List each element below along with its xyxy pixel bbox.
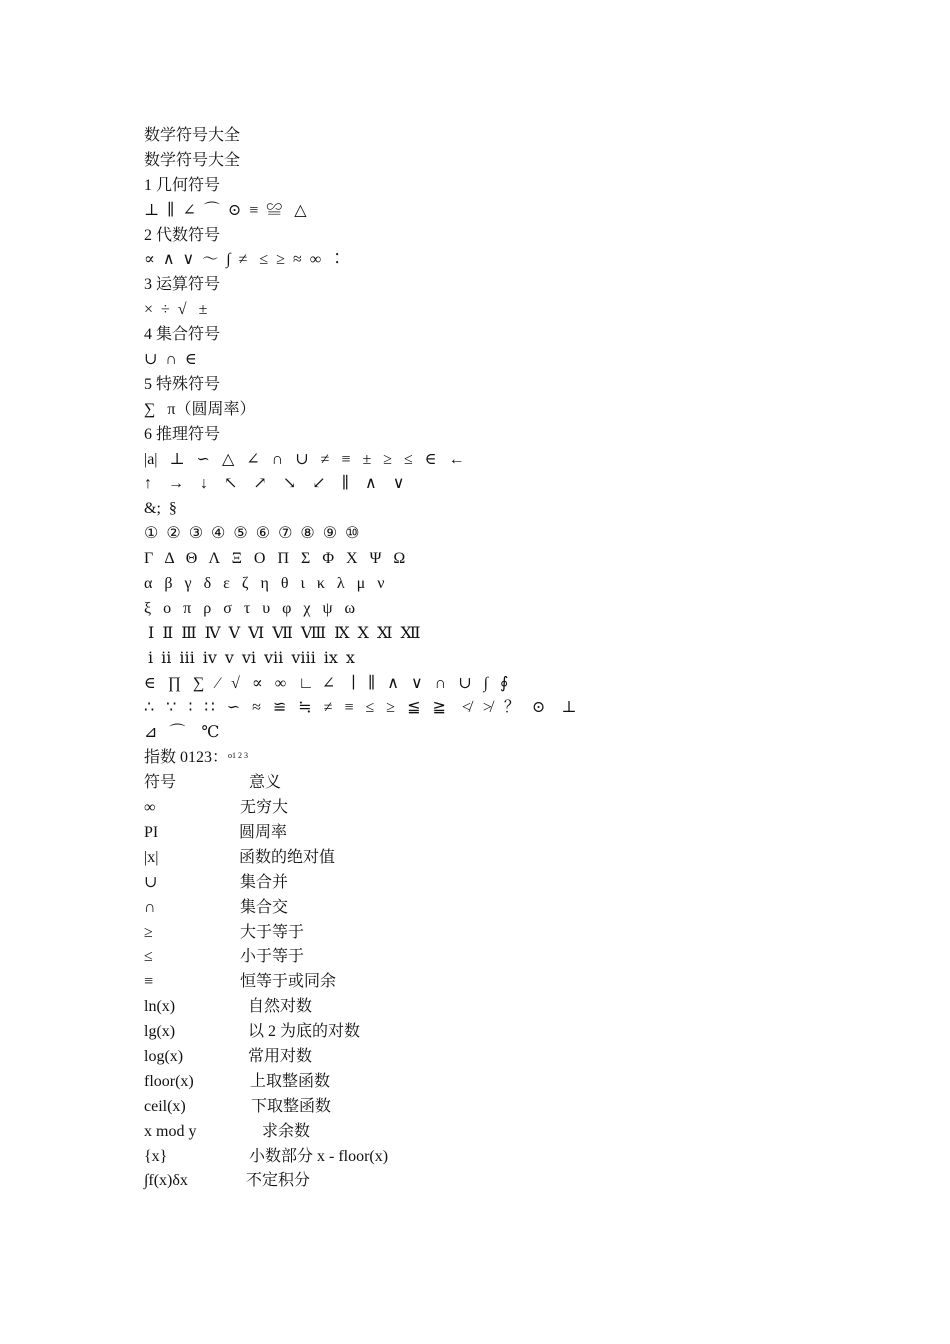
table-cell-meaning: 不定积分 bbox=[246, 1172, 311, 1190]
table-cell-symbol: PI bbox=[144, 823, 159, 841]
table-cell-meaning: 求余数 bbox=[262, 1122, 311, 1140]
table-cell-symbol: x mod y bbox=[144, 1122, 197, 1140]
document-subtitle: 数学符号大全 bbox=[144, 151, 241, 169]
document-page bbox=[144, 124, 844, 1194]
table-row bbox=[144, 796, 844, 821]
table-cell-meaning: 小于等于 bbox=[240, 948, 305, 966]
table-cell-symbol: {x} bbox=[144, 1147, 168, 1165]
table-header-symbol: 符号 bbox=[144, 774, 177, 792]
table-cell-symbol: ∩ bbox=[144, 898, 156, 916]
section-heading-special: 5 特殊符号 bbox=[144, 375, 221, 393]
table-row bbox=[144, 821, 844, 846]
table-cell-meaning: 函数的绝对值 bbox=[239, 848, 336, 866]
table-header bbox=[144, 771, 844, 796]
section-heading-geometry: 1 几何符号 bbox=[144, 176, 221, 194]
table-cell-symbol: ∫f(x)δx bbox=[144, 1172, 188, 1190]
section-heading-sets: 4 集合符号 bbox=[144, 326, 221, 344]
exponent-text: 指数 0123： bbox=[144, 749, 229, 767]
table-cell-symbol: ∞ bbox=[144, 799, 156, 817]
table-cell-meaning: 集合交 bbox=[240, 898, 289, 916]
table-row bbox=[144, 1045, 844, 1070]
table-cell-symbol: ≥ bbox=[144, 923, 153, 941]
table-row bbox=[144, 995, 844, 1020]
symbol-line-circled-numbers: ① ② ③ ④ ⑤ ⑥ ⑦ ⑧ ⑨ ⑩ bbox=[144, 525, 360, 543]
table-cell-symbol: ≡ bbox=[144, 973, 154, 991]
table-cell-meaning: 下取整函数 bbox=[251, 1097, 332, 1115]
section-heading-operations: 3 运算符号 bbox=[144, 276, 221, 294]
table-cell-meaning: 上取整函数 bbox=[250, 1072, 331, 1090]
table-cell-meaning: 以 2 为底的对数 bbox=[248, 1023, 361, 1041]
table-row bbox=[144, 970, 844, 995]
document-title: 数学符号大全 bbox=[144, 127, 241, 144]
table-cell-symbol: lg(x) bbox=[144, 1023, 176, 1041]
table-row bbox=[144, 1169, 844, 1194]
symbol-line-greek-lower-2: ξ ο π ρ σ τ υ φ χ ψ ω bbox=[144, 599, 356, 617]
table-cell-symbol: log(x) bbox=[144, 1047, 184, 1065]
table-row bbox=[144, 896, 844, 921]
table-row bbox=[144, 846, 844, 871]
table-cell-symbol: floor(x) bbox=[144, 1072, 194, 1090]
symbols-special: ∑ π（圆周率） bbox=[144, 400, 256, 418]
table-header-meaning: 意义 bbox=[249, 774, 282, 792]
table-cell-meaning: 集合并 bbox=[240, 873, 289, 891]
symbol-line-greek-lower-1: α β γ δ ε ζ η θ ι κ λ μ ν bbox=[144, 575, 385, 593]
table-cell-symbol: ≤ bbox=[144, 948, 153, 966]
table-cell-meaning: 恒等于或同余 bbox=[240, 973, 337, 991]
table-row bbox=[144, 1145, 844, 1170]
symbol-line-math-2: ∴ ∵ ∶ ∷ ∽ ≈ ≌ ≒ ≠ ≡ ≤ ≥ ≦ ≧ ≮ ≯ ？ ⊙ ⊥ bbox=[144, 699, 577, 717]
section-heading-reasoning: 6 推理符号 bbox=[144, 425, 221, 443]
symbol-line-arrows: ↑ → ↓ ↖ ↗ ↘ ↙ ∥ ∧ ∨ bbox=[144, 475, 405, 493]
table-row bbox=[144, 1120, 844, 1145]
table-row bbox=[144, 1070, 844, 1095]
symbol-line-math-1: ∈ ∏ ∑ ∕ √ ∝ ∞ ∟ ∠ ∣ ∥ ∧ ∨ ∩ ∪ ∫ ∮ bbox=[144, 674, 509, 692]
table-row bbox=[144, 1020, 844, 1045]
table-row bbox=[144, 1095, 844, 1120]
table-cell-meaning: 圆周率 bbox=[239, 823, 288, 841]
table-row bbox=[144, 945, 844, 970]
symbol-line-misc: &; § bbox=[144, 500, 177, 518]
table-cell-meaning: 小数部分 x - floor(x) bbox=[249, 1147, 389, 1165]
section-heading-algebra: 2 代数符号 bbox=[144, 226, 221, 244]
table-row bbox=[144, 871, 844, 896]
table-cell-meaning: 无穷大 bbox=[240, 799, 289, 817]
symbols-operations: × ÷ √ ± bbox=[144, 301, 208, 319]
table-cell-symbol: |x| bbox=[144, 848, 159, 866]
exponent-superscript: o1 2 3 bbox=[228, 751, 249, 761]
table-row bbox=[144, 921, 844, 946]
exponent-line bbox=[144, 746, 844, 771]
table-cell-meaning: 大于等于 bbox=[240, 923, 305, 941]
table-cell-meaning: 常用对数 bbox=[248, 1047, 313, 1065]
symbols-algebra: ∝ ∧ ∨ ～ ∫ ≠ ≤ ≥ ≈ ∞ ∶ bbox=[144, 251, 346, 269]
table-cell-symbol: ln(x) bbox=[144, 998, 176, 1016]
symbol-line-greek-upper: Γ Δ Θ Λ Ξ Ο Π Σ Φ Χ Ψ Ω bbox=[144, 550, 406, 568]
symbols-geometry: ⊥ ∥ ∠ ⌒ ⊙ ≡ ≌ △ bbox=[144, 201, 307, 219]
table-cell-symbol: ∪ bbox=[144, 873, 158, 891]
symbol-line-roman-lower: ⅰ ⅱ ⅲ ⅳ ⅴ ⅵ ⅶ ⅷ ⅸ ⅹ bbox=[144, 649, 355, 667]
symbols-sets: ∪ ∩ ∈ bbox=[144, 351, 197, 369]
symbol-line-roman-upper: Ⅰ Ⅱ Ⅲ Ⅳ Ⅴ Ⅵ Ⅶ Ⅷ Ⅸ Ⅹ Ⅺ Ⅻ bbox=[144, 624, 421, 642]
table-cell-symbol: ceil(x) bbox=[144, 1097, 186, 1115]
table-cell-meaning: 自然对数 bbox=[248, 998, 313, 1016]
symbols-reasoning: |a| ⊥ ∽ △ ∠ ∩ ∪ ≠ ≡ ± ≥ ≤ ∈ ← bbox=[144, 450, 465, 468]
symbol-line-math-3: ⊿ ⌒ ℃ bbox=[144, 724, 220, 742]
